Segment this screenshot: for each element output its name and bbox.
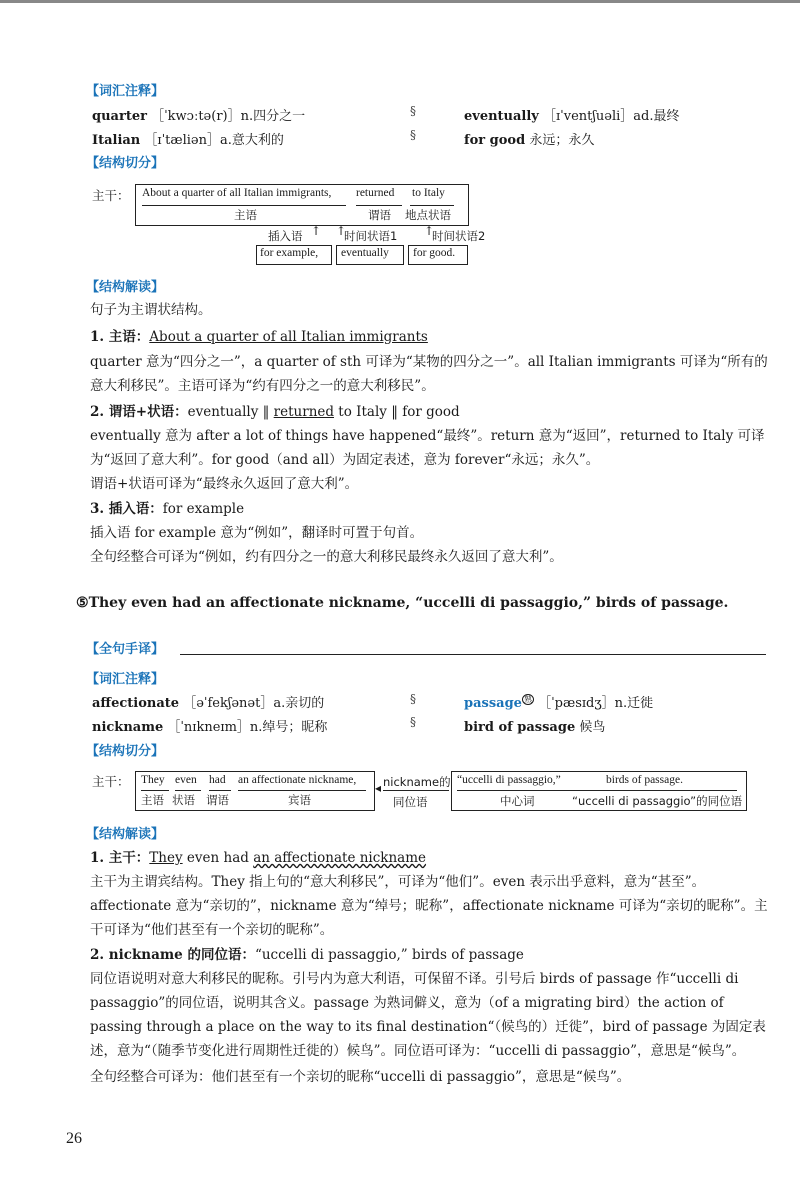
box-for-good-text: for good. <box>413 247 456 259</box>
vocab-eventually: eventually ［ɪˈventʃuəli］ad.最终 <box>464 109 680 124</box>
diagram-place-label: 地点状语 <box>405 208 451 222</box>
sentence-5: ⑤They even had an affectionate nickname, “uccelli di passaggio,” birds of passage. <box>76 595 729 611</box>
arrow-left-icon: ◂ <box>375 781 382 795</box>
diagram-time1-label: 时间状语1 <box>344 229 398 243</box>
diagram-even-label: 状语 <box>172 793 195 807</box>
main-label: 主干： <box>92 774 130 789</box>
heading-main-clause: 1. 主干：They even had an affectionate nickname <box>90 850 427 866</box>
diagram-head-label: 中心词 <box>500 794 535 808</box>
paragraph-insert: 插入语 for example 意为“例如”，翻译时可置于句首。 <box>90 525 424 541</box>
diagram-had: had <box>209 774 226 786</box>
heading-insert: 3. 插入语：for example <box>90 501 245 517</box>
paragraph-predicate: eventually 意为 after a lot of things have happened“最终”。return 意为“返回”，returned to Italy 可译为“返回了意大利”。for good（and all）为固定表述，意为 forever“永远；永久”。 <box>90 428 765 468</box>
nickname-underline <box>383 790 449 791</box>
diagram-time2-label: 时间状语2 <box>432 229 486 243</box>
paragraph-full-translation: 全句经整合可译为：他们甚至有一个亲切的昵称“uccelli di passaggio”，意思是“候鸟”。 <box>90 1069 631 1085</box>
vocab-bird-of-passage: bird of passage 候鸟 <box>464 720 606 735</box>
heading-subject: 1. 主语：About a quarter of all Italian immigrants <box>90 329 428 345</box>
structure-tag: 【结构切分】 <box>86 156 165 171</box>
place-underline <box>410 205 454 206</box>
vocab-quarter: quarter ［ˈkwɔːtə(r)］n.四分之一 <box>92 109 306 124</box>
object-underline <box>238 790 366 791</box>
heading-predicate: 2. 谓语+状语：eventually ‖ returned to Italy ‖ for good <box>90 404 460 420</box>
heading-appositive: 2. nickname 的同位语：“uccelli di passaggio,” birds of passage <box>90 947 524 963</box>
arrow-up-icon: ↑ <box>311 224 322 238</box>
vocab-affectionate: affectionate ［əˈfekʃənət］a.亲切的 <box>92 696 325 711</box>
predicate-underline <box>356 205 402 206</box>
diagram-even: even <box>175 774 197 786</box>
analysis-intro: 句子为主谓状结构。 <box>90 302 212 318</box>
diagram-nickname-of: nickname的 <box>383 775 451 789</box>
translation-blank-line[interactable] <box>180 654 766 655</box>
diagram-appositive-label: 同位语 <box>393 795 428 809</box>
brace-ornament: § <box>410 104 416 118</box>
top-rule <box>0 0 800 3</box>
paragraph-full-translation: 全句经整合可译为“例如，约有四分之一的意大利移民最终永久返回了意大利”。 <box>90 549 563 565</box>
diagram-place-text: to Italy <box>412 187 445 199</box>
diagram-birds: birds of passage. <box>606 774 683 786</box>
paragraph-appositive: 同位语说明对意大利移民的昵称。引号内为意大利语，可保留不译。引号后 birds of passage 作“uccelli di passaggio”的同位语，说明其含义。passage 为熟词僻义，意为（of a migrating bird）the action of passing through a place on the way to its final destination“（候鸟的）迁徙”，bird of passage 为固定表述，意为“（随季节变化进行周期性迁徙的）候鸟”。同位语可译为：“uccelli di passaggio”，意思是“候鸟”。 <box>90 971 766 1059</box>
vocab-italian: Italian ［ɪˈtæliən］a.意大利的 <box>92 133 284 148</box>
vocab-passage: passage $^熟$ ［ˈpæsɪdʒ］n.迁徙 <box>464 694 654 711</box>
diagram-object-label: 宾语 <box>288 793 311 807</box>
paragraph-predicate-translation: 谓语+状语可译为“最终永久返回了意大利”。 <box>90 476 359 492</box>
paragraph-subject: quarter 意为“四分之一”，a quarter of sth 可译为“某物的四分之一”。all Italian immigrants 可译为“所有的意大利移民”。主语可译为“约有四分之一的意大利移民”。 <box>90 354 768 394</box>
vocab-tag: 【词汇注释】 <box>86 84 165 99</box>
diagram-predicate-text: returned <box>356 187 395 199</box>
diagram-predicate-label: 谓语 <box>368 208 391 222</box>
diagram-subject-label: 主语 <box>234 208 257 222</box>
subject-underline <box>142 205 346 206</box>
main-label: 主干： <box>92 188 130 203</box>
diagram-they: They <box>141 774 165 786</box>
translate-tag: 【全句手译】 <box>86 642 165 657</box>
birds-underline <box>575 790 737 791</box>
they-underline <box>141 790 169 791</box>
brace-ornament: § <box>410 692 416 706</box>
box-eventually-text: eventually <box>341 247 389 259</box>
diagram-insert-label: 插入语 <box>268 229 303 243</box>
brace-ornament: § <box>410 128 416 142</box>
diagram-object: an affectionate nickname, <box>238 774 357 786</box>
brace-ornament: § <box>410 715 416 729</box>
arrow-up-icon: ↑ <box>424 224 435 238</box>
arrow-up-icon: ↑ <box>336 224 347 238</box>
diagram-subject-text: About a quarter of all Italian immigrants, <box>142 187 332 199</box>
diagram-quoted: “uccelli di passaggio,” <box>457 774 561 786</box>
analysis-tag: 【结构解读】 <box>86 827 165 842</box>
vocab-tag: 【词汇注释】 <box>86 672 165 687</box>
quoted-underline <box>457 790 585 791</box>
vocab-nickname: nickname ［ˈnɪkneɪm］n.绰号；昵称 <box>92 720 328 735</box>
familiar-word-badge: 熟 <box>523 694 532 704</box>
vocab-for-good: for good 永远；永久 <box>464 133 595 148</box>
box-for-example-text: for example, <box>260 247 319 259</box>
paragraph-main-clause: 主干为主谓宾结构。They 指上句的“意大利移民”，可译为“他们”。even 表示出乎意料，意为“甚至”。affectionate 意为“亲切的”，nickname 意为“绰号；昵称”，affectionate nickname 可译为“亲切的昵称”。主干可译为“他们甚至有一个亲切的昵称”。 <box>90 874 768 938</box>
diagram-had-label: 谓语 <box>206 793 229 807</box>
structure-tag: 【结构切分】 <box>86 744 165 759</box>
even-underline <box>175 790 201 791</box>
diagram-they-label: 主语 <box>141 793 164 807</box>
page-number: 26 <box>66 1130 82 1147</box>
diagram-birds-label: “uccelli di passaggio”的同位语 <box>572 794 743 808</box>
analysis-tag: 【结构解读】 <box>86 280 165 295</box>
had-underline <box>209 790 231 791</box>
